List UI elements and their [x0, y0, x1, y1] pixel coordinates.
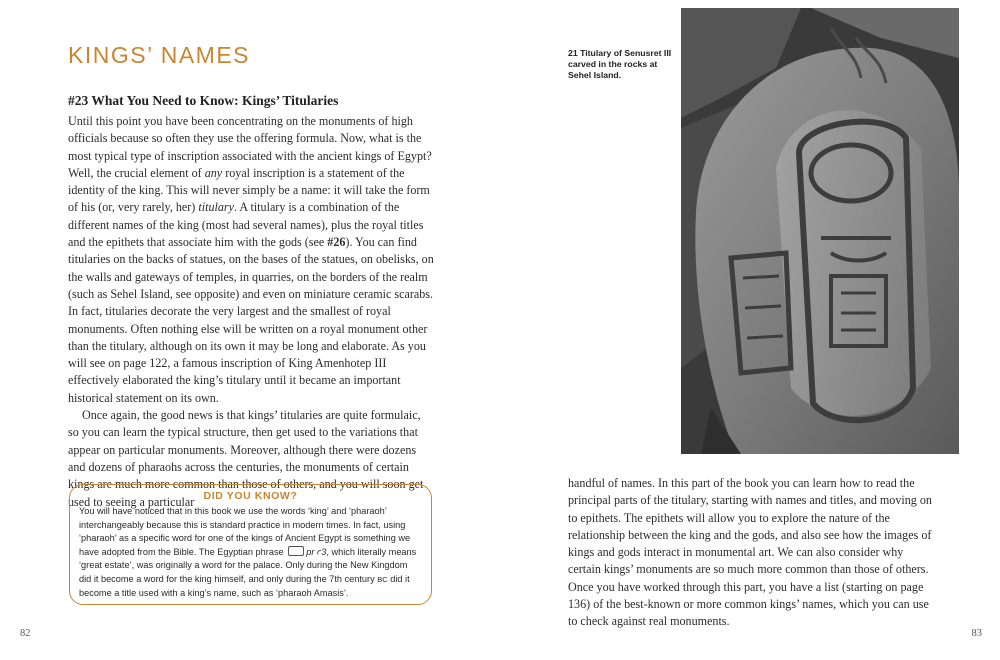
rock-carving-photo — [681, 8, 959, 454]
emphasis-titulary: titulary — [198, 200, 234, 215]
rock-carving-illustration — [681, 8, 959, 454]
text-run: . A titulary is a combination of the different names of the king (most had several names), plus the royal titles and the epithets that associate him with the gods (see — [68, 200, 424, 250]
paragraph-2: Once again, the good news is that kings’ titularies are quite formulaic, so you can learn the typical structure, then get used to the variations that appear on particular monuments. Moreover, although there were dozens and dozens of pharaohs across the centuries, the monuments of certain kings are much more common than those of others, and you will soon get used to seeing a particular — [68, 408, 424, 509]
text-run: Until this point you have been concentrating on the monuments of high officials because so often they use the offering formula. Now, what is the most typical type of inscription associated with the ancient kings of Egypt? Well, the crucial element of — [68, 114, 432, 180]
paragraph-1 — [68, 113, 434, 407]
hieroglyph-pr-aa-icon — [288, 546, 304, 556]
text-run: You will have noticed that in this book we use the words ‘king’ and ‘pharaoh’ interchangeably because this is standard practice in modern times. In fact, using ‘pharaoh’ as a specific word for one of the kings of Ancient Egypt is something we have adopted from the Bible. The Egyptian phrase — [79, 506, 411, 557]
emphasis-any: any — [204, 165, 223, 180]
text-run: , which literally means ‘great estate’, was originally a word for the palace. Only during the New Kingdom did it become a word for the king himself, and only during the 7th century — [79, 546, 417, 584]
chapter-title: KINGS’ NAMES — [68, 42, 251, 68]
transliteration: pr ꜥ3 — [306, 546, 327, 557]
text-run: did it become a title used with a king’s name, such as ‘pharaoh Amasis’. — [79, 573, 410, 598]
did-you-know-title: DID YOU KNOW? — [203, 490, 298, 502]
did-you-know-text — [79, 505, 422, 600]
figure-caption: 21 Titulary of Senusret III carved in the rocks at Sehel Island. — [568, 48, 672, 80]
era-abbrev: BC — [377, 574, 388, 584]
cross-reference: #26 — [327, 235, 346, 250]
page-number-left: 82 — [20, 628, 31, 639]
did-you-know-box — [69, 484, 432, 605]
section-heading: #23 What You Need to Know: Kings’ Titularies — [68, 93, 339, 108]
text-run: ). You can find titularies on the backs of statues, on the bases of the statues, on obelisks, on the walls and gateways of temples, in quarries, on the borders of the realm (such as Sehel Island, see opposite) and even on miniature ceramic scarabs. In fact, titularies decorate the very largest and the smallest of royal monuments. Often nothing else will be written on a royal monument other than the titulary, although on its own it may be long and elaborate. As you will see on page 122, a famous inscription of King Amenhotep III effectively elaborated the king’s titulary until it became an important historical statement on its own. — [68, 235, 434, 405]
text-run: royal inscription is a statement of the identity of the king. This will never simply be a name: it will take the form of his (or, very rarely, her) — [68, 165, 430, 215]
page-number-right: 83 — [971, 628, 982, 639]
right-page — [500, 0, 1000, 660]
body-text-right: handful of names. In this part of the book you can learn how to read the principal parts of the titulary, starting with names and titles, and moving on to epithets. The epithets will allow you to explore the nature of the relationship between the king and the gods, and also see how the images of kings and gods interact in monumental art. We can also consider why certain kings’ monuments are so much more common than those of others. Once you have worked through this part, you have a list (starting on page 136) of the best-known or more common kings’ names, which you can use to check against real monuments. — [568, 476, 932, 629]
body-text-left — [68, 113, 434, 511]
